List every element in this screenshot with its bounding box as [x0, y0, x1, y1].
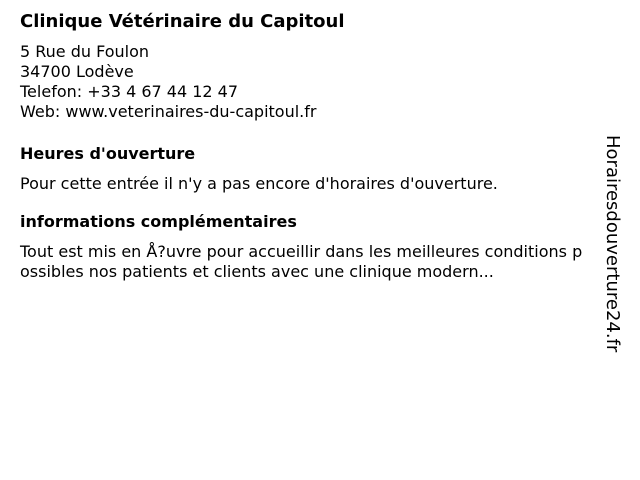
additional-info-text: Tout est mis en Å?uvre pour accueillir dans les meilleures conditions possibles nos patients et clients avec une clinique modern... [20, 242, 583, 281]
clinic-details [20, 10, 590, 282]
opening-hours-heading: Heures d'ouverture [20, 144, 196, 163]
street-address: 5 Rue du Foulon [20, 42, 150, 61]
site-brand-label: Horairesdouverture24.fr [602, 135, 623, 353]
address-block [20, 42, 590, 122]
phone-number[interactable]: Telefon: +33 4 67 44 12 47 [20, 82, 239, 101]
clinic-name: Clinique Vétérinaire du Capitoul [20, 11, 345, 32]
opening-hours-text: Pour cette entrée il n'y a pas encore d'horaires d'ouverture. [20, 174, 498, 193]
city-postal: 34700 Lodève [20, 62, 134, 81]
website-link[interactable]: Web: www.veterinaires-du-capitoul.fr [20, 102, 317, 121]
additional-info-heading: informations complémentaires [20, 212, 297, 231]
